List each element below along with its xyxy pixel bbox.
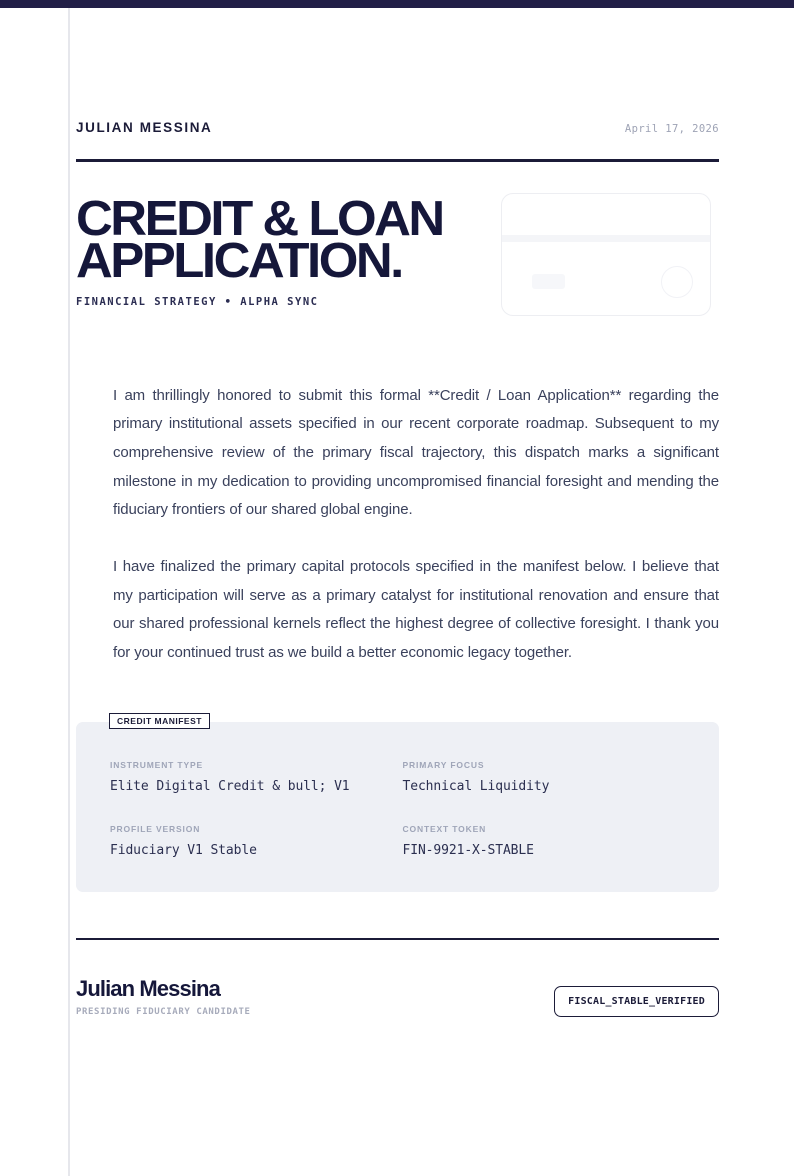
body-paragraph-1: I am thrillingly honored to submit this formal **Credit / Loan Application** regarding the primary institutional assets specified in our recent corporate roadmap. Subsequent to my comprehensive review of the primary fiscal trajectory, this dispatch marks a significant milestone in my dedication to providing uncompromised financial foresight and mending the fiduciary frontiers of our shared global engine. — [113, 386, 719, 519]
manifest-value: Fiduciary V1 Stable — [110, 842, 257, 858]
page-subtitle: FINANCIAL STRATEGY • ALPHA SYNC — [76, 295, 319, 308]
manifest-field-primary-focus — [403, 760, 686, 794]
footer-divider — [76, 938, 719, 941]
manifest-label: PRIMARY FOCUS — [402, 759, 485, 770]
signature-role: PRESIDING FIDUCIARY CANDIDATE — [76, 1007, 251, 1018]
title-block — [76, 191, 719, 338]
manifest-grid — [110, 760, 685, 858]
manifest-value: Elite Digital Credit & bull; V1 — [110, 778, 350, 794]
manifest-label: INSTRUMENT TYPE — [110, 759, 204, 770]
signature-block — [76, 976, 251, 1017]
top-accent-bar — [0, 0, 794, 8]
manifest-label: CONTEXT TOKEN — [402, 823, 487, 834]
letterhead-date: April 17, 2026 — [624, 123, 719, 135]
manifest-section — [76, 715, 719, 892]
letterhead — [76, 120, 719, 135]
manifest-panel — [76, 722, 719, 892]
signature-footer — [76, 976, 719, 1017]
manifest-field-instrument-type — [110, 760, 393, 794]
verification-status-badge: FISCAL_STABLE_VERIFIED — [554, 986, 719, 1017]
document-content — [76, 8, 719, 1017]
manifest-value: Technical Liquidity — [402, 778, 550, 794]
letterhead-name: JULIAN MESSINA — [76, 120, 213, 135]
letter-body — [113, 382, 719, 668]
manifest-value: FIN-9921-X-STABLE — [402, 842, 534, 858]
page-title: CREDIT & LOAN APPLICATION. — [76, 191, 443, 288]
header-divider — [76, 159, 719, 162]
manifest-field-profile-version — [110, 824, 393, 858]
left-margin-rule — [68, 8, 70, 1176]
card-circle-icon — [661, 266, 693, 298]
manifest-badge: CREDIT MANIFEST — [109, 713, 210, 730]
card-chip-icon — [532, 274, 565, 289]
manifest-field-context-token — [403, 824, 686, 858]
body-paragraph-2: I have finalized the primary capital protocols specified in the manifest below. I believe that my participation will serve as a primary catalyst for institutional renovation and ensure that our shared professional kernels reflect the highest degree of collective foresight. I thank you for your continued trust as we build a better economic legacy together. — [113, 558, 719, 662]
manifest-label: PROFILE VERSION — [110, 823, 201, 834]
signature-name: Julian Messina — [76, 976, 220, 1002]
